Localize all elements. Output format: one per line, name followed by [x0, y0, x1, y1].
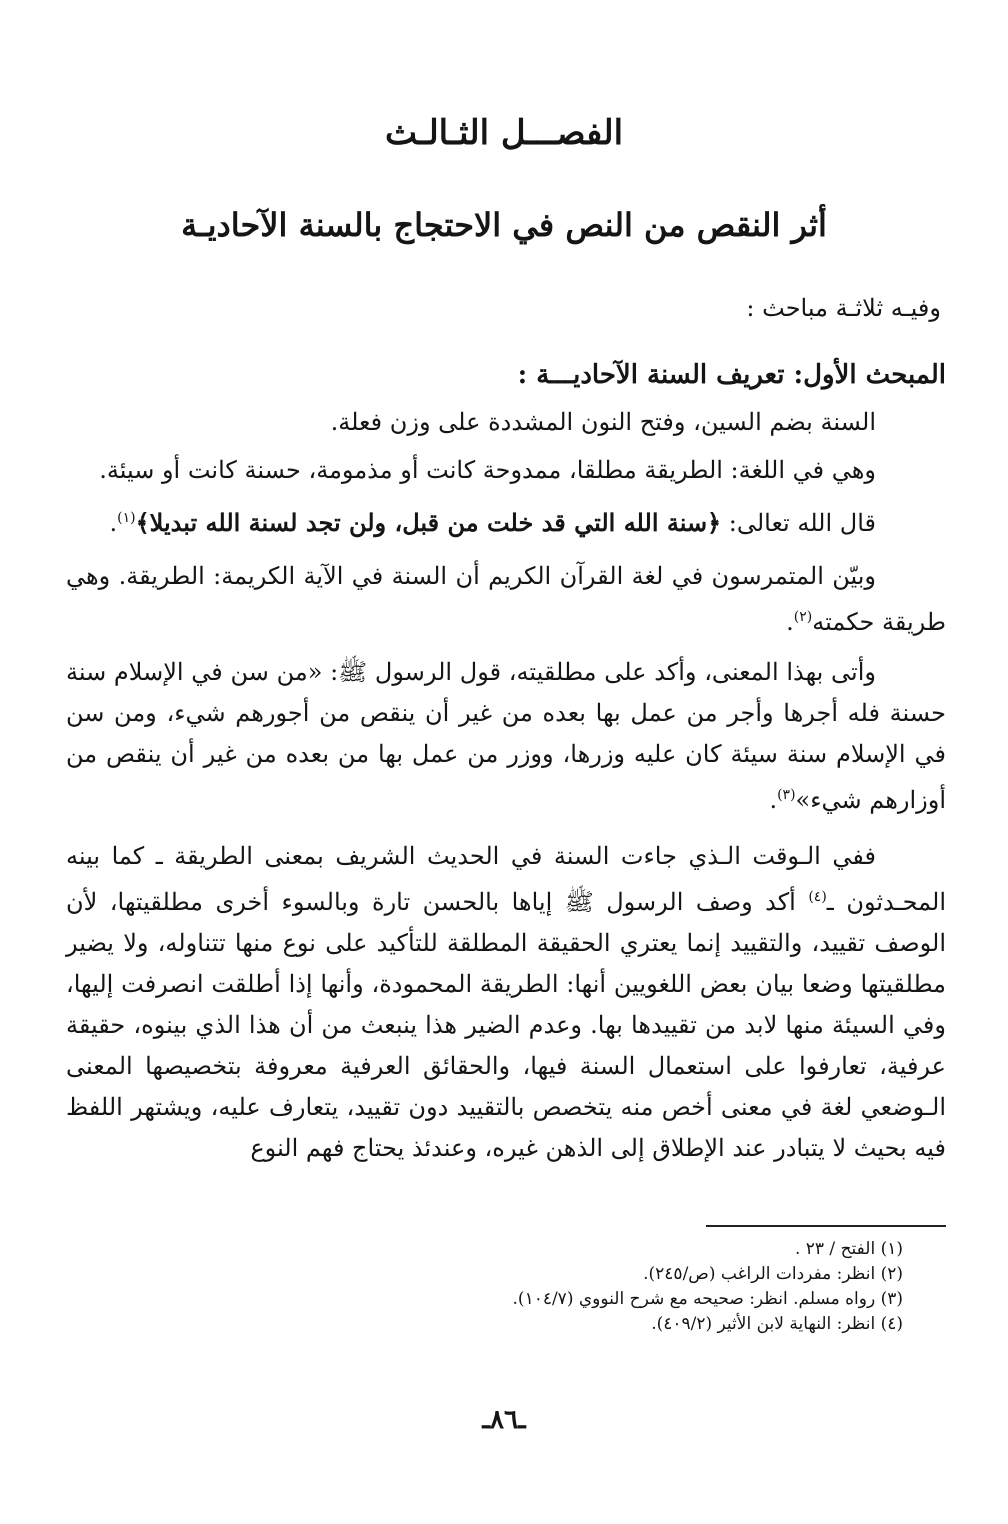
footnote-item: (٣) رواه مسلم. انظر: صحيحه مع شرح النووي (١٠٤/٧). [512, 1289, 903, 1309]
paragraph-linguistic: وهي في اللغة: الطريقة مطلقا، ممدوحة كانت أو مذمومة، حسنة كانت أو سيئة. [99, 456, 876, 484]
paragraph-definition: السنة بضم السين، وفتح النون المشددة على وزن فعلة. [330, 408, 876, 436]
paragraph-discussion: ففي الـوقت الـذي جاءت السنة في الحديث الشريف بمعنى الطريقة ـ كما بينه المحـدثون ـ$^{(٤)}$ أكد وصف الرسول ﷺ إياها بالحسن تارة وبالسوء أخرى مطلقيتها، لأن الوصف تقييد، والتقييد إنما يعتري الحقيقة المطلقة للتأكيد على نوع منها تتناوله، ولا يضير مطلقيتها وضعا بيان بعض اللغويين أنها: الطريقة المحمودة، وأنها إذا أطلقت انصرفت إليها، وفي السيئة منها لابد من تقييدها بها. وعدم الضير هذا ينبعث من أن هذا الذي بينوه، حقيقة عرفية، تعارفوا على استعمال السنة فيها، والحقائق العرفية معروفة بتخصيصها المعنى الـوضعي لغة في معنى أخص منه يتخصص بالتقييد دون تقييد، يتعارف عليه، ويشتهر اللفظ فيه بحيث لا يتبادر عند الإطلاق إلى الذهن غيره، وعندئذ يحتاج فهم النوع [66, 842, 946, 1162]
paragraph-hadith: وأتى بهذا المعنى، وأكد على مطلقيته، قول الرسول ﷺ: «من سن في الإسلام سنة حسنة فله أجرها وأجر من عمل بها بعده من غير أن ينقص من أجورهم شيء، ومن سن في الإسلام سنة سيئة كان عليه وزرها، ووزر من عمل بها من بعده من غير أن ينقص من أوزارهم شيء»$^{(٣)}$. [66, 658, 946, 814]
chapter-subtitle: أثر النقص من النص في الاحتجاج بالسنة الآحاديـة [181, 206, 827, 244]
footnote-ref-4: (٤) [808, 889, 827, 905]
footnotes-list [103, 1237, 903, 1337]
intro-line: وفيـه ثلاثـة مباحث : [746, 294, 941, 322]
quran-verse: ﴿سنة الله التي قد خلت من قبل، ولن تجد لسنة الله تبديلا﴾ [135, 508, 722, 537]
footnote-item: (٤) انظر: النهاية لابن الأثير (٤٠٩/٢). [651, 1314, 903, 1334]
footnote-ref-1: (١) [117, 510, 136, 526]
footnote-ref-3: (٣) [777, 787, 796, 803]
paragraph-verse: قال الله تعالى: ﴿سنة الله التي قد خلت من قبل، ولن تجد لسنة الله تبديلا﴾$^{(١)}$. [109, 508, 876, 537]
footnote-item: (٢) انظر: مفردات الراغب (ص/٢٤٥). [643, 1264, 903, 1284]
verse-intro: قال الله تعالى: [721, 509, 876, 537]
footnote-divider [706, 1225, 946, 1227]
paragraph-interpreters: وبيّن المتمرسون في لغة القرآن الكريم أن السنة في الآية الكريمة: الطريقة. وهي طريقة حكمته$^{(٢)}$. [66, 562, 946, 636]
page-number: ـ٨٦ـ [482, 1405, 526, 1435]
section-heading: المبحث الأول: تعريف السنة الآحاديـــة : [517, 360, 946, 390]
footnote-item: (١) الفتح / ٢٣ . [794, 1239, 903, 1259]
footnote-ref-2: (٢) [793, 609, 813, 625]
chapter-title: الفصـــل الثـالـث [384, 113, 624, 153]
